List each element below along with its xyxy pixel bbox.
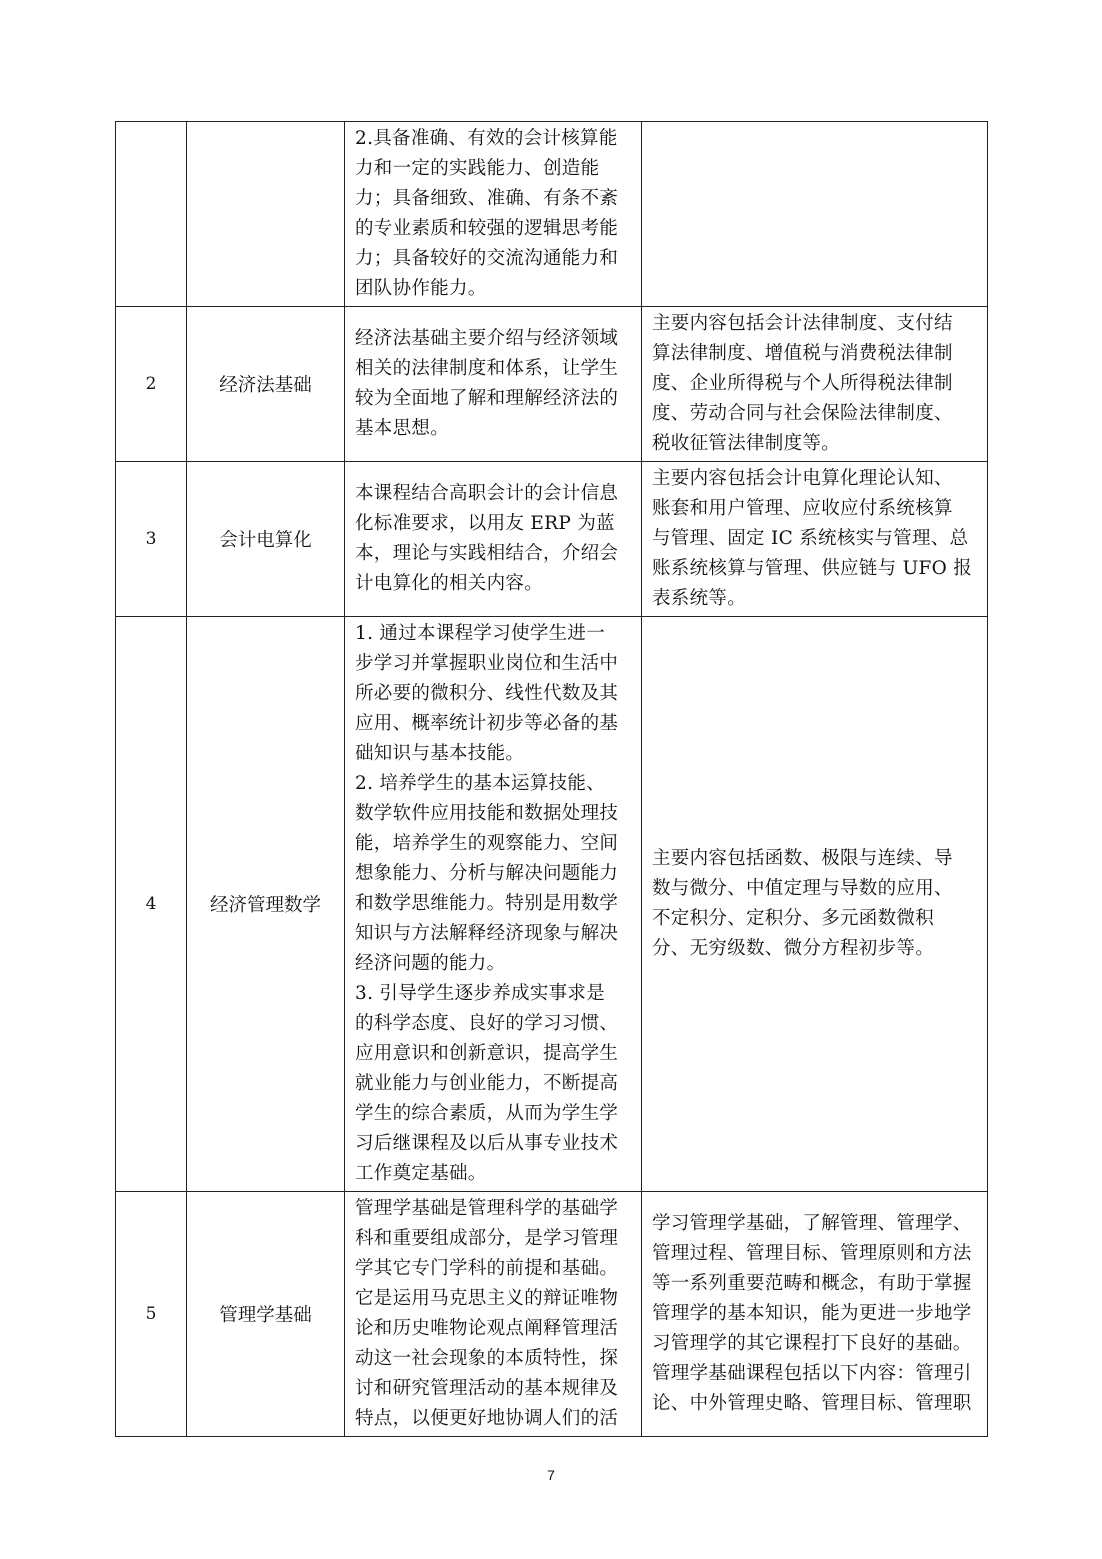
course-content-text: 主要内容包括会计电算化理论认知、 账套和用户管理、应收应付系统核算 与管理、固定 IC 系统核实与管理、总 账系统核算与管理、供应链与 UFO 报 表系统等。 xyxy=(652,468,973,609)
course-content-text: 主要内容包括函数、极限与连续、导 数与微分、中值定理与导数的应用、 不定积分、定积分、多元函数微积 分、无穷级数、微分方程初步等。 xyxy=(652,848,953,959)
course-content-text xyxy=(642,212,987,216)
table-row xyxy=(116,462,988,617)
course-description-cell xyxy=(345,307,642,462)
row-number-cell: 3 xyxy=(116,462,187,617)
course-content-cell xyxy=(642,122,988,307)
course-description-cell xyxy=(345,1192,642,1437)
course-table xyxy=(115,121,988,1437)
course-content-cell xyxy=(642,617,988,1192)
course-name-cell: 经济法基础 xyxy=(187,307,345,462)
course-description-text: 本课程结合高职会计的会计信息 化标准要求，以用友 ERP 为蓝 本，理论与实践相结合，介绍会 计电算化的相关内容。 xyxy=(355,483,619,594)
course-name-cell: 管理学基础 xyxy=(187,1192,345,1437)
page-number: 7 xyxy=(547,1467,555,1483)
row-number-cell: 2 xyxy=(116,307,187,462)
course-description-text: 管理学基础是管理科学的基础学 科和重要组成部分，是学习管理 学其它专门学科的前提和基础。 它是运用马克思主义的辩证唯物 论和历史唯物论观点阐释管理活 动这一社会现象的本质特性，探 讨和研究管理活动的基本规律及 特点，以便更好地协调人们的活 xyxy=(355,1198,619,1429)
course-description-cell xyxy=(345,122,642,307)
course-content-text: 主要内容包括会计法律制度、支付结 算法律制度、增值税与消费税法律制 度、企业所得税与个人所得税法律制 度、劳动合同与社会保险法律制度、 税收征管法律制度等。 xyxy=(652,313,953,454)
course-name-cell xyxy=(187,122,345,307)
row-number-cell: 5 xyxy=(116,1192,187,1437)
table-row xyxy=(116,307,988,462)
course-description-text: 经济法基础主要介绍与经济领域 相关的法律制度和体系，让学生 较为全面地了解和理解经济法的 基本思想。 xyxy=(355,328,619,439)
course-description-text: 2.具备准确、有效的会计核算能 力和一定的实践能力、创造能 力；具备细致、准确、有条不紊 的专业素质和较强的逻辑思考能 力；具备较好的交流沟通能力和 团队协作能力。 xyxy=(355,128,619,299)
row-number-cell: 4 xyxy=(116,617,187,1192)
table-row xyxy=(116,617,988,1192)
course-content-text: 学习管理学基础，了解管理、管理学、 管理过程、管理目标、管理原则和方法 等一系列重要范畴和概念，有助于掌握 管理学的基本知识，能为更进一步地学 习管理学的其它课程打下良好的基础。 管理学基础课程包括以下内容：管理引 论、中外管理史略、管理目标、管理职 xyxy=(652,1213,972,1414)
course-content-cell xyxy=(642,1192,988,1437)
course-content-cell xyxy=(642,462,988,617)
course-description-cell xyxy=(345,462,642,617)
course-description-cell xyxy=(345,617,642,1192)
course-description-text: 1. 通过本课程学习使学生进一 步学习并掌握职业岗位和生活中 所必要的微积分、线性代数及其 应用、概率统计初步等必备的基 础知识与基本技能。 2. 培养学生的基本运算技能、 数学软件应用技能和数据处理技 能，培养学生的观察能力、空间 想象能力、分析与解决问题能力 和数学思维能力。特别是用数学 知识与方法解释经济现象与解决 经济问题的能力。 3. 引导学生逐步养成实事求是 的科学态度、良好的学习习惯、 应用意识和创新意识，提高学生 就业能力与创业能力，不断提高 学生的综合素质，从而为学生学 习后继课程及以后从事专业技术 工作奠定基础。 xyxy=(355,623,619,1184)
table-row xyxy=(116,122,988,307)
table-row xyxy=(116,1192,988,1437)
course-name-cell: 经济管理数学 xyxy=(187,617,345,1192)
course-name-cell: 会计电算化 xyxy=(187,462,345,617)
course-content-cell xyxy=(642,307,988,462)
row-number-cell xyxy=(116,122,187,307)
